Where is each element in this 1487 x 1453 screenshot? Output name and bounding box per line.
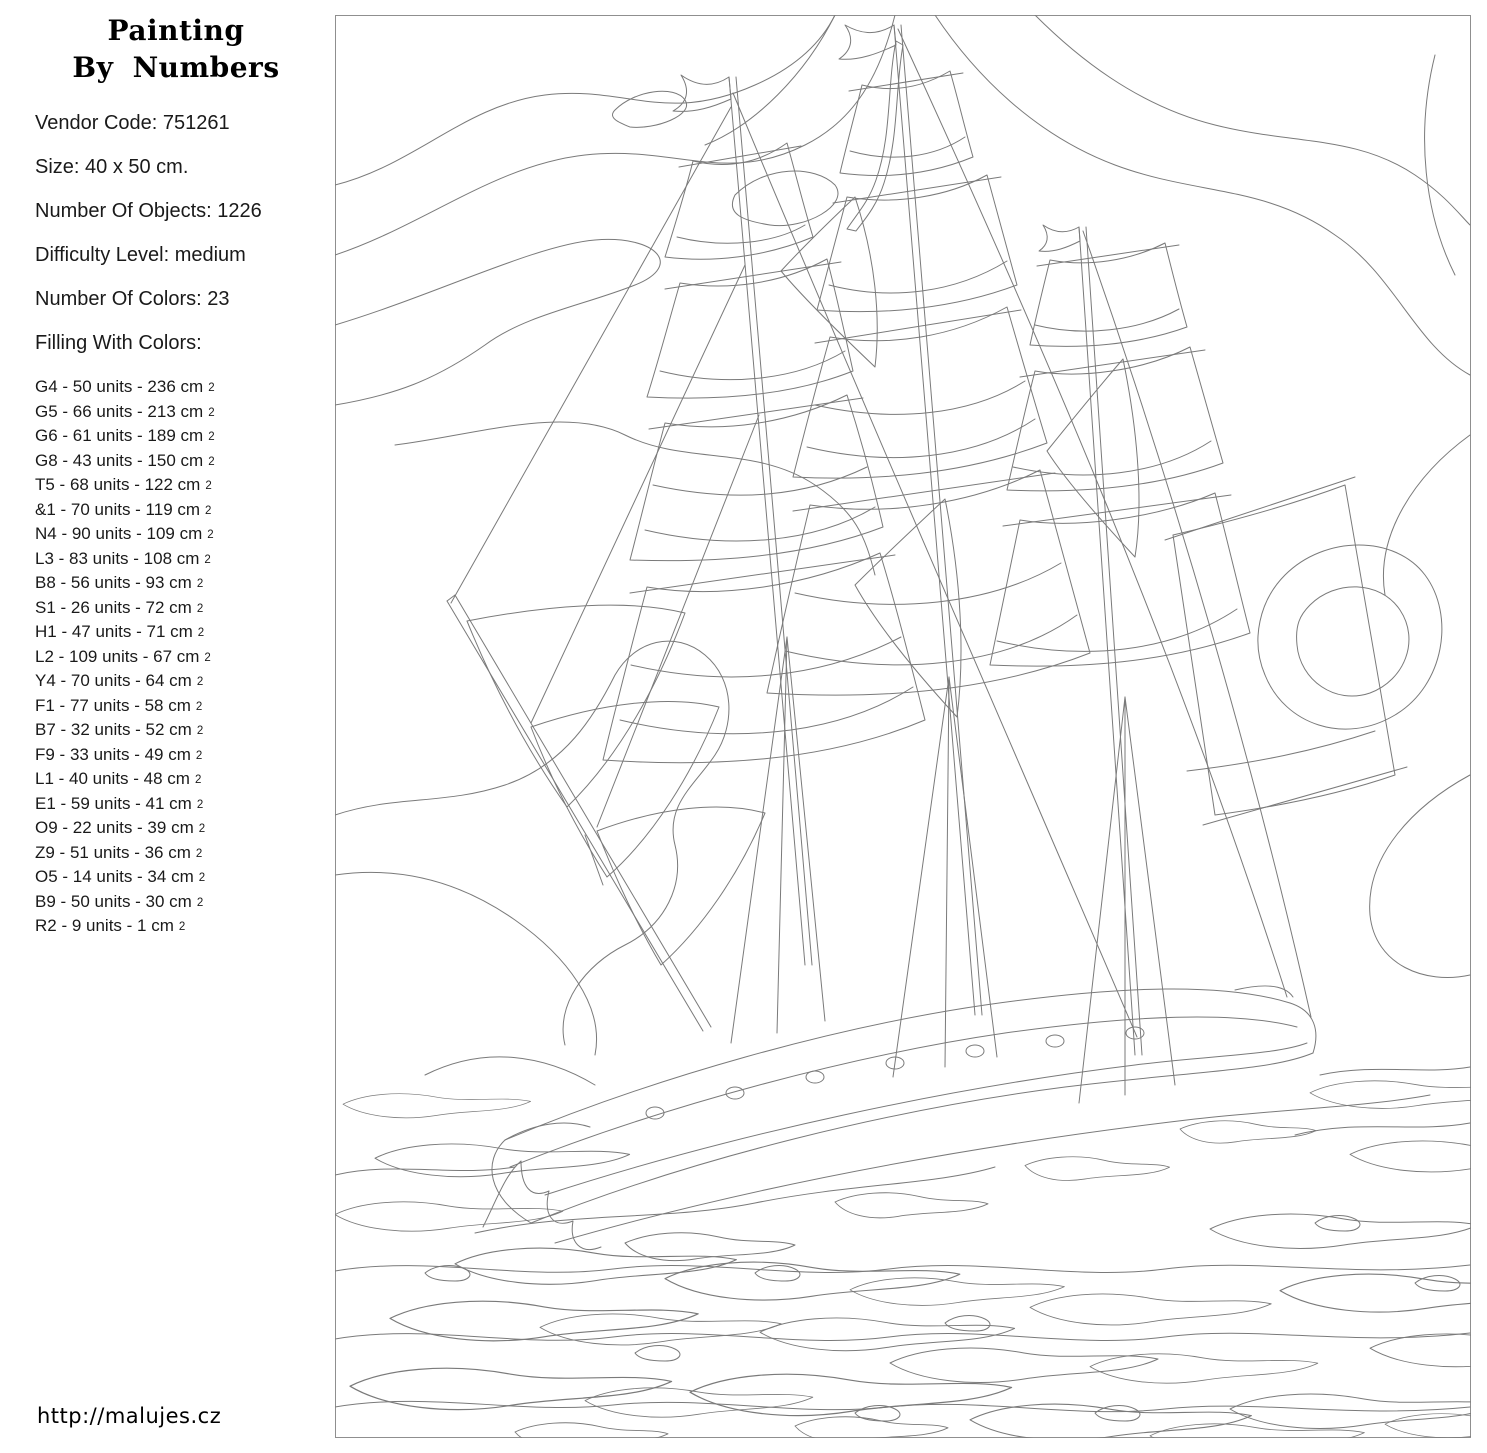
color-row <box>35 499 335 524</box>
color-row-label: B7 - 32 units - 52 cm <box>35 720 192 739</box>
color-row <box>35 695 335 720</box>
superscript-2: 2 <box>208 431 215 443</box>
color-row-label: G8 - 43 units - 150 cm <box>35 450 204 470</box>
color-row <box>35 572 335 597</box>
filling-heading: Filling With Colors: <box>35 332 202 354</box>
color-row <box>35 401 335 426</box>
color-row <box>35 891 335 916</box>
color-row <box>35 670 335 695</box>
color-row <box>35 548 335 573</box>
masts <box>447 25 1142 1055</box>
color-row-label: S1 - 26 units - 72 cm <box>35 597 192 617</box>
color-row <box>35 768 335 793</box>
color-row <box>35 646 335 671</box>
color-row-label: G5 - 66 units - 213 cm <box>35 401 204 421</box>
superscript-2: 2 <box>197 627 205 639</box>
superscript-2: 2 <box>196 725 204 737</box>
superscript-2: 2 <box>196 578 204 590</box>
color-row <box>35 915 335 940</box>
superscript-2: 2 <box>178 921 186 933</box>
color-row-label: Y4 - 70 units - 64 cm <box>35 671 192 690</box>
color-row-label: B9 - 50 units - 30 cm <box>35 891 192 911</box>
page-title <box>0 12 352 86</box>
superscript-2: 2 <box>208 382 215 394</box>
colors-count-line: Number Of Colors: 23 <box>35 288 230 310</box>
clouds <box>335 15 1470 1085</box>
superscript-2: 2 <box>205 480 212 492</box>
hull <box>492 986 1316 1223</box>
color-row-label: H1 - 47 units - 71 cm <box>35 622 193 641</box>
color-row-label: R2 - 9 units - 1 cm <box>35 916 174 935</box>
sea-waves <box>335 1067 1471 1438</box>
color-row <box>35 719 335 744</box>
color-row <box>35 425 335 450</box>
color-row-label: F1 - 77 units - 58 cm <box>35 695 191 715</box>
kit-info <box>35 112 335 355</box>
superscript-2: 2 <box>198 872 206 884</box>
color-row-label: B8 - 56 units - 93 cm <box>35 573 192 592</box>
color-row <box>35 842 335 867</box>
color-row <box>35 621 335 646</box>
difficulty-line: Difficulty Level: medium <box>35 244 246 266</box>
superscript-2: 2 <box>196 896 204 909</box>
title-line-1: Painting <box>107 14 245 47</box>
color-row-label: E1 - 59 units - 41 cm <box>35 793 192 813</box>
canvas-border <box>336 16 1471 1438</box>
color-row-label: G4 - 50 units - 236 cm <box>35 377 204 396</box>
superscript-2: 2 <box>195 749 203 762</box>
superscript-2: 2 <box>195 700 203 713</box>
objects-line: Number Of Objects: 1226 <box>35 200 262 222</box>
superscript-2: 2 <box>195 847 203 860</box>
color-row-label: O5 - 14 units - 34 cm <box>35 867 194 886</box>
superscript-2: 2 <box>208 406 215 419</box>
color-row-label: O9 - 22 units - 39 cm <box>35 818 194 837</box>
superscript-2: 2 <box>207 529 214 541</box>
footer-url: http://malujes.cz <box>37 1404 222 1428</box>
superscript-2: 2 <box>204 553 211 566</box>
color-row-label: G6 - 61 units - 189 cm <box>35 426 204 445</box>
color-row <box>35 597 335 622</box>
superscript-2: 2 <box>205 504 212 517</box>
superscript-2: 2 <box>196 676 204 688</box>
gunports <box>646 1027 1144 1119</box>
sailing-ship-line-art <box>335 15 1471 1438</box>
color-list <box>35 376 335 940</box>
color-row <box>35 376 335 401</box>
superscript-2: 2 <box>204 651 211 664</box>
color-row <box>35 793 335 818</box>
color-row-label: F9 - 33 units - 49 cm <box>35 744 191 764</box>
superscript-2: 2 <box>194 774 202 786</box>
color-row-label: N4 - 90 units - 109 cm <box>35 524 203 543</box>
info-sidebar <box>0 12 335 940</box>
color-row-label: L3 - 83 units - 108 cm <box>35 548 200 568</box>
title-line-2: By Numbers <box>72 51 280 84</box>
color-row-label: T5 - 68 units - 122 cm <box>35 475 201 494</box>
color-row <box>35 474 335 499</box>
superscript-2: 2 <box>196 798 204 811</box>
color-row <box>35 450 335 475</box>
color-row-label: L1 - 40 units - 48 cm <box>35 769 190 788</box>
color-row <box>35 866 335 891</box>
vendor-code-line: Vendor Code: 751261 <box>35 112 230 134</box>
color-row <box>35 817 335 842</box>
color-row <box>35 744 335 769</box>
sails <box>603 71 1395 815</box>
superscript-2: 2 <box>198 823 206 835</box>
color-row-label: L2 - 109 units - 67 cm <box>35 646 200 666</box>
drawing-area <box>335 15 1471 1438</box>
superscript-2: 2 <box>208 455 215 468</box>
color-row-label: &1 - 70 units - 119 cm <box>35 499 201 519</box>
color-row <box>35 523 335 548</box>
size-line: Size: 40 x 50 cm. <box>35 156 189 178</box>
superscript-2: 2 <box>196 602 204 615</box>
jib-sails <box>467 605 765 965</box>
color-row-label: Z9 - 51 units - 36 cm <box>35 842 191 862</box>
